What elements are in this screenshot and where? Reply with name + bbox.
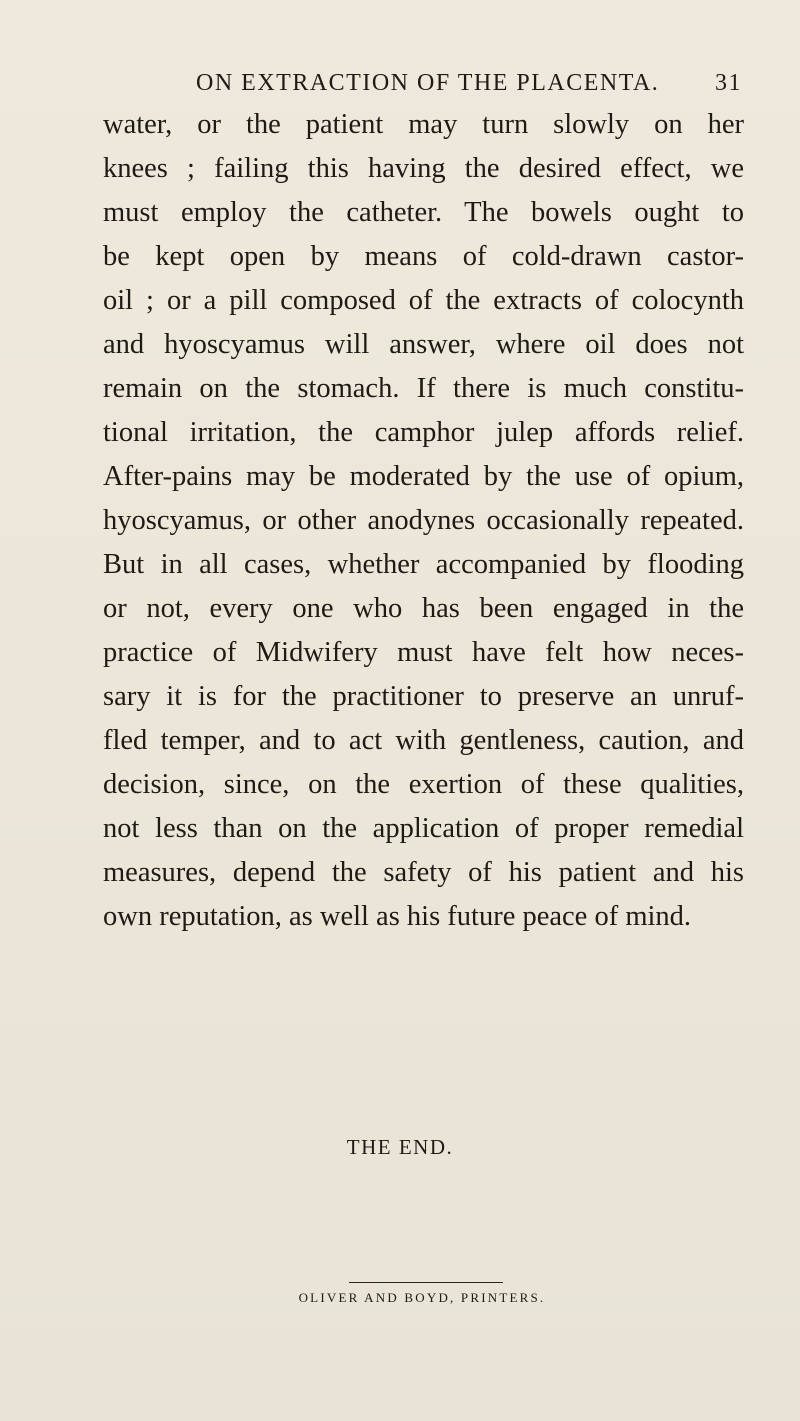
text-line: oil ; or a pill composed of the extracts of colocynth: [103, 285, 744, 316]
text-line: fled temper, and to act with gentleness, caution, and: [103, 725, 744, 756]
text-line: decision, since, on the exertion of these qualities,: [103, 769, 744, 800]
text-line: must employ the catheter. The bowels ought to: [103, 197, 744, 228]
text-line: or not, every one who has been engaged in the: [103, 593, 744, 624]
body-text: [103, 103, 744, 939]
text-line: not less than on the application of proper remedial: [103, 813, 744, 844]
text-line: knees ; failing this having the desired effect, we: [103, 153, 744, 184]
the-end-heading: THE END.: [346, 1135, 454, 1159]
running-title: ON EXTRACTION OF THE PLACENTA.: [196, 70, 660, 96]
text-line: sary it is for the practitioner to preserve an unruf-: [103, 681, 744, 712]
page-number: 31: [715, 70, 742, 96]
text-line: remain on the stomach. If there is much constitu-: [103, 373, 744, 404]
text-line: But in all cases, whether accompanied by flooding: [103, 549, 744, 580]
text-line: tional irritation, the camphor julep affords relief.: [103, 417, 744, 448]
printer-imprint: OLIVER AND BOYD, PRINTERS.: [298, 1290, 546, 1305]
text-line: After-pains may be moderated by the use of opium,: [103, 461, 744, 492]
divider-rule: [349, 1282, 503, 1283]
text-line: hyoscyamus, or other anodynes occasionally repeated.: [103, 505, 744, 536]
text-line: water, or the patient may turn slowly on her: [103, 109, 744, 140]
text-line: and hyoscyamus will answer, where oil does not: [103, 329, 744, 360]
text-line: measures, depend the safety of his patient and his: [103, 857, 744, 888]
text-line: practice of Midwifery must have felt how neces-: [103, 637, 744, 668]
running-head: [196, 70, 742, 104]
text-line: own reputation, as well as his future peace of mind.: [103, 901, 692, 932]
text-line: be kept open by means of cold-drawn castor-: [103, 241, 744, 272]
